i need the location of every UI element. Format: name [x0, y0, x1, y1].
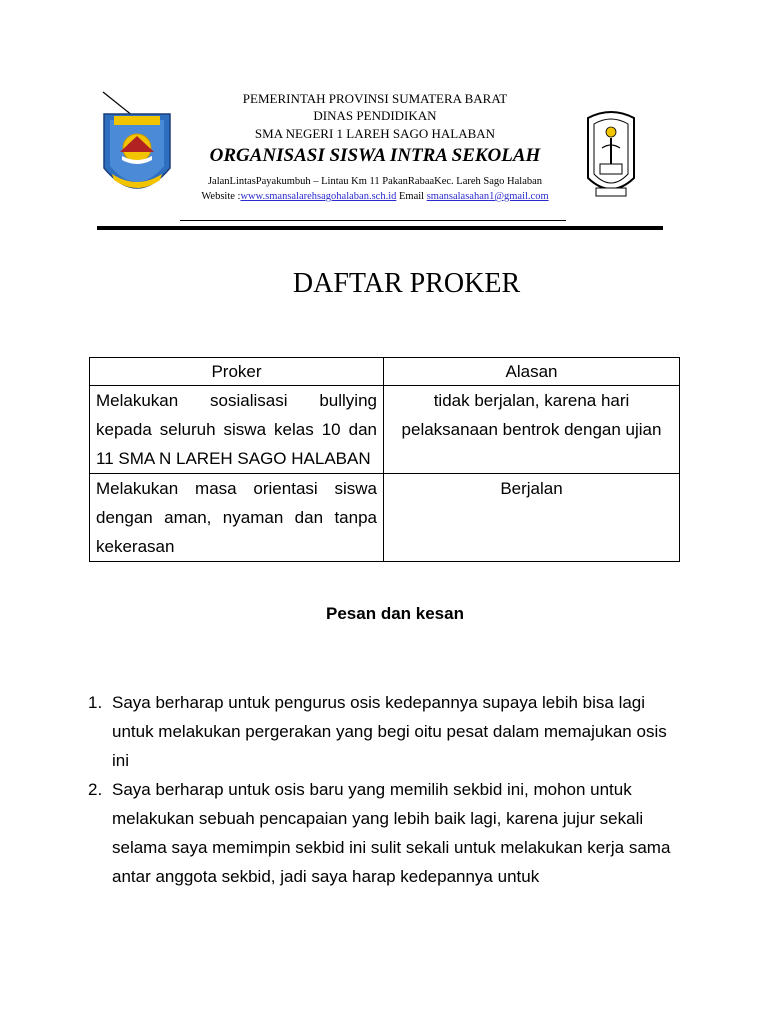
letterhead-department: DINAS PENDIDIKAN	[313, 108, 437, 123]
pesan-kesan-list	[88, 688, 688, 891]
table-row	[90, 386, 680, 474]
letterhead-organization: ORGANISASI SISWA INTRA SEKOLAH	[209, 145, 541, 166]
column-header-alasan: Alasan	[384, 358, 680, 386]
table-cell-proker: Melakukan sosialisasi bullying kepada seluruh siswa kelas 10 dan 11 SMA N LAREH SAGO HALABAN	[90, 386, 384, 474]
list-item	[88, 688, 688, 775]
osis-logo	[582, 108, 640, 200]
column-header-proker: Proker	[90, 358, 384, 386]
letterhead-contact	[160, 191, 590, 202]
table-row	[90, 474, 680, 562]
email-link[interactable]: smansalasahan1@gmail.com	[426, 191, 549, 202]
letterhead-school: SMA NEGERI 1 LAREH SAGO HALABAN	[254, 126, 496, 141]
page-title: DAFTAR PROKER	[292, 268, 521, 299]
proker-table	[89, 357, 680, 562]
letterhead-thin-divider	[180, 220, 566, 221]
list-item	[88, 775, 688, 891]
list-item-text: Saya berharap untuk pengurus osis kedepannya supaya lebih bisa lagi untuk melakukan pergerakan yang begi oitu pesat dalam memajukan osis ini	[112, 693, 667, 770]
list-item-text: Saya berharap untuk osis baru yang memilih sekbid ini, mohon untuk melakukan sebuah pencapaian yang lebih baik lagi, karena jujur sekali selama saya memimpin sekbid ini sulit sekali untuk melakukan kerja sama antar anggota sekbid, jadi saya harap kedepannya untuk	[112, 780, 671, 886]
table-header-row	[90, 358, 680, 386]
email-label: Email	[396, 191, 427, 202]
list-item-number: 1.	[88, 693, 103, 712]
list-item-number: 2.	[88, 780, 103, 799]
website-label: Website :	[201, 191, 241, 202]
table-cell-alasan: Berjalan	[384, 474, 680, 562]
section-title-pesan-kesan: Pesan dan kesan	[326, 604, 464, 623]
letterhead-address: JalanLintasPayakumbuh – Lintau Km 11 PakanRabaaKec. Lareh Sago Halaban	[207, 176, 543, 187]
letterhead-government: PEMERINTAH PROVINSI SUMATERA BARAT	[242, 91, 508, 106]
website-link[interactable]: www.smansalarehsagohalaban.sch.id	[240, 191, 397, 202]
letterhead-thick-divider	[97, 226, 663, 230]
table-cell-alasan: tidak berjalan, karena hari pelaksanaan bentrok dengan ujian	[384, 386, 680, 474]
table-cell-proker: Melakukan masa orientasi siswa dengan aman, nyaman dan tanpa kekerasan	[90, 474, 384, 562]
